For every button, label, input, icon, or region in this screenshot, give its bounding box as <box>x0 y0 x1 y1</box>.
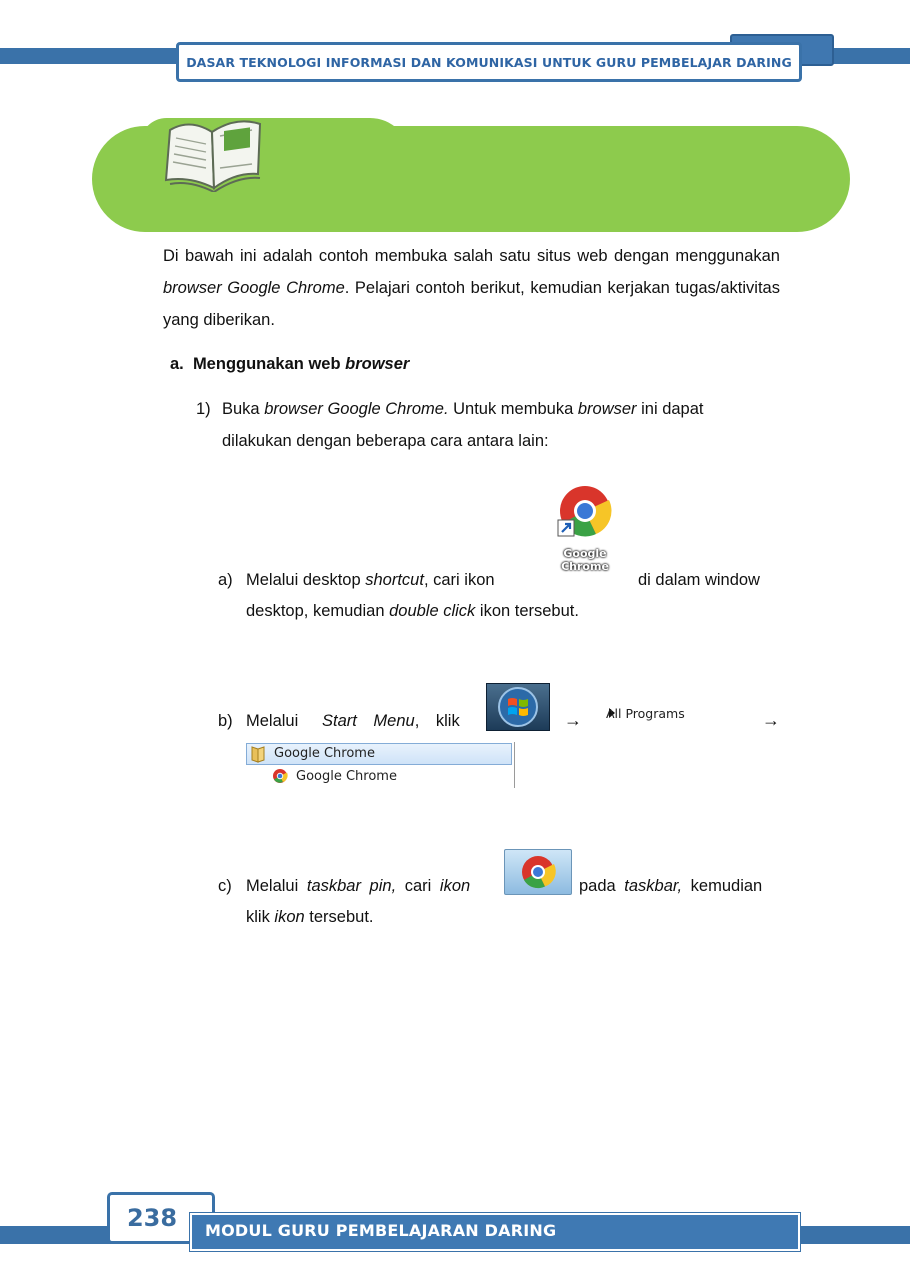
chrome-desktop-shortcut[interactable] <box>556 484 614 576</box>
menu-folder-label: Google Chrome <box>274 746 375 761</box>
step-1-text <box>222 393 780 457</box>
chrome-icon <box>556 484 614 542</box>
footer-title: MODUL GURU PEMBELAJARAN DARING <box>205 1221 557 1240</box>
menu-chrome-item[interactable]: Google Chrome <box>296 769 397 784</box>
step-number: 1) <box>196 400 211 418</box>
sub-a-label: a) <box>218 571 233 589</box>
intro-text-italic: browser Google Chrome <box>163 279 345 297</box>
sub-c-line2 <box>246 908 374 927</box>
chrome-taskbar-pin[interactable] <box>504 849 572 895</box>
sub-c-t4: kemudian <box>682 877 763 895</box>
folder-icon <box>250 745 266 763</box>
sub-b-t2: , klik <box>414 712 460 730</box>
header-box <box>176 42 802 82</box>
sub-a-i1: shortcut <box>365 571 424 589</box>
sub-c-i3: taskbar, <box>624 877 683 895</box>
sub-a-t1: Melalui desktop <box>246 571 366 589</box>
chrome-small-icon <box>272 768 288 784</box>
sub-a-line2 <box>246 602 579 621</box>
sub-c-t2: cari <box>396 877 440 895</box>
sub-a-l2a: desktop, kemudian <box>246 602 390 620</box>
sub-c-l2i: ikon <box>274 908 305 926</box>
step-1-t3: ini dapat <box>636 400 704 418</box>
section-heading <box>170 355 409 374</box>
section-text: Menggunakan web <box>192 355 346 373</box>
sub-a-t2: , cari ikon <box>423 571 495 589</box>
step-1-line2: dilakukan dengan beberapa cara antara lain: <box>222 432 549 450</box>
section-label: a. <box>170 355 184 373</box>
sub-b-t1: Melalui <box>246 712 299 730</box>
arrow-2: → <box>762 710 780 730</box>
page-number: 238 <box>126 1204 178 1232</box>
step-1-i2: browser <box>577 400 637 418</box>
intro-text-2: . Pelajari contoh berikut, kemudian kerjakan tugas/aktivitas yang diberikan. <box>163 279 780 329</box>
open-book-icon <box>160 110 268 192</box>
chrome-label-2: Chrome <box>561 560 609 573</box>
sub-c-label: c) <box>218 877 232 895</box>
sub-c-t3: pada <box>579 877 625 895</box>
step-1-t2: Untuk membuka <box>448 400 578 418</box>
chrome-taskbar-icon <box>505 850 571 894</box>
chrome-label-1: Google <box>563 547 607 560</box>
sub-c-l2a: klik <box>246 908 275 926</box>
sub-a-line1-end: di dalam window <box>638 571 760 589</box>
intro-text-1: Di bawah ini adalah contoh membuka salah satu situs web dengan menggunakan <box>163 247 780 265</box>
step-1-t1: Buka <box>222 400 265 418</box>
sub-c-l2b: tersebut. <box>304 908 374 926</box>
sub-b-i1: Start Menu <box>322 712 415 730</box>
sub-a-l2b: ikon tersebut. <box>475 602 579 620</box>
sub-c-line1 <box>246 877 470 896</box>
all-programs-menu[interactable]: All Programs <box>606 706 685 721</box>
sub-a-l2i: double click <box>389 602 476 620</box>
intro-paragraph <box>163 240 780 336</box>
step-1-i1: browser Google Chrome. <box>264 400 449 418</box>
windows-logo-icon <box>487 684 549 730</box>
windows-start-button[interactable] <box>486 683 550 731</box>
header-title: DASAR TEKNOLOGI INFORMASI DAN KOMUNIKASI UNTUK GURU PEMBELAJAR DARING <box>186 54 792 70</box>
sub-a-line1 <box>246 571 495 590</box>
sub-b-start-menu <box>322 712 460 731</box>
sub-c-line1-end <box>579 877 762 896</box>
sub-b-label: b) <box>218 712 233 730</box>
sub-c-i2: ikon <box>439 877 471 895</box>
sub-c-i1: taskbar pin, <box>306 877 397 895</box>
sub-c-t1: Melalui <box>246 877 307 895</box>
section-text-italic: browser <box>345 355 410 373</box>
arrow-1: → <box>564 710 582 730</box>
